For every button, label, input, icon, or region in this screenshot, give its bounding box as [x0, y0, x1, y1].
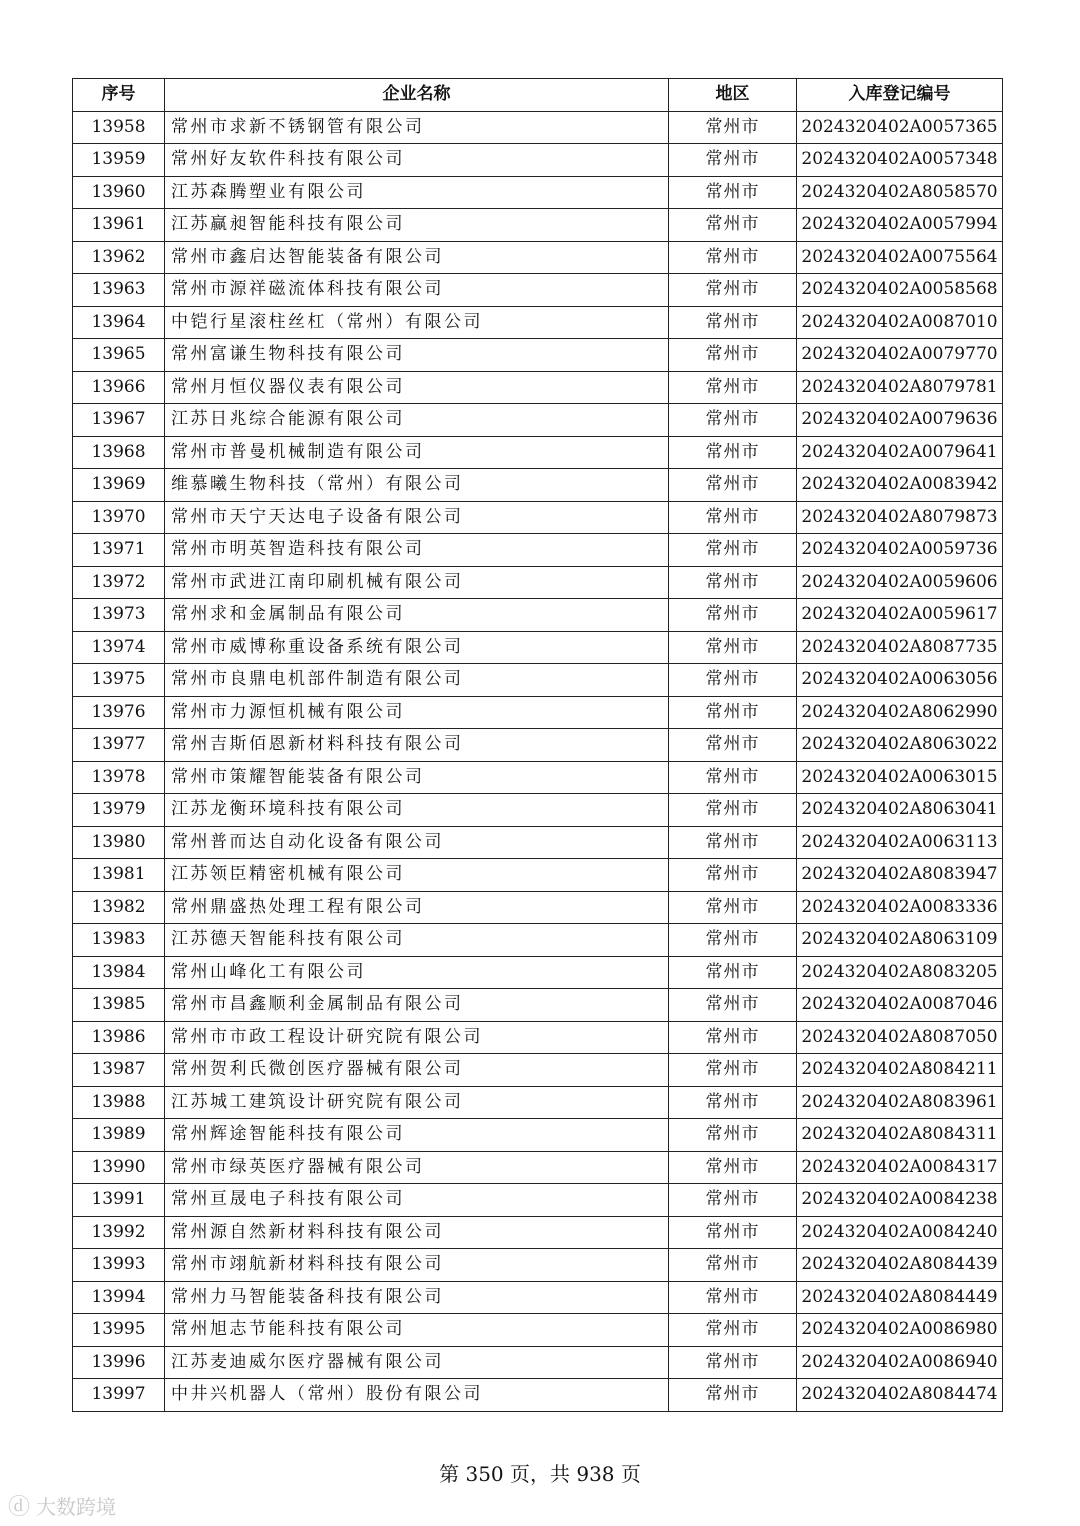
row-registration-number: 2024320402A8079781	[797, 371, 1003, 404]
row-region: 常州市	[669, 176, 797, 209]
row-region: 常州市	[669, 956, 797, 989]
row-seq: 13991	[73, 1184, 165, 1217]
table-row	[73, 1281, 1003, 1314]
table-row	[73, 826, 1003, 859]
table-row	[73, 566, 1003, 599]
row-region: 常州市	[669, 696, 797, 729]
row-region: 常州市	[669, 436, 797, 469]
table-row	[73, 1151, 1003, 1184]
row-company-name: 常州市武进江南印刷机械有限公司	[165, 566, 669, 599]
table-header-row	[73, 79, 1003, 112]
row-company-name: 常州普而达自动化设备有限公司	[165, 826, 669, 859]
row-region: 常州市	[669, 1249, 797, 1282]
row-registration-number: 2024320402A8084439	[797, 1249, 1003, 1282]
row-company-name: 常州辉途智能科技有限公司	[165, 1119, 669, 1152]
row-company-name: 常州求和金属制品有限公司	[165, 599, 669, 632]
row-company-name: 江苏麦迪威尔医疗器械有限公司	[165, 1346, 669, 1379]
row-region: 常州市	[669, 306, 797, 339]
row-region: 常州市	[669, 1281, 797, 1314]
row-region: 常州市	[669, 111, 797, 144]
row-region: 常州市	[669, 1216, 797, 1249]
row-seq: 13989	[73, 1119, 165, 1152]
row-region: 常州市	[669, 664, 797, 697]
table-row	[73, 1216, 1003, 1249]
row-registration-number: 2024320402A0059606	[797, 566, 1003, 599]
row-region: 常州市	[669, 826, 797, 859]
row-region: 常州市	[669, 761, 797, 794]
row-registration-number: 2024320402A0057994	[797, 209, 1003, 242]
watermark	[8, 1490, 116, 1521]
row-registration-number: 2024320402A0063113	[797, 826, 1003, 859]
row-seq: 13959	[73, 144, 165, 177]
row-company-name: 江苏龙衡环境科技有限公司	[165, 794, 669, 827]
row-company-name: 常州力马智能装备科技有限公司	[165, 1281, 669, 1314]
row-region: 常州市	[669, 371, 797, 404]
row-seq: 13961	[73, 209, 165, 242]
row-seq: 13958	[73, 111, 165, 144]
row-seq: 13994	[73, 1281, 165, 1314]
row-registration-number: 2024320402A0063015	[797, 761, 1003, 794]
row-seq: 13960	[73, 176, 165, 209]
table-row	[73, 209, 1003, 242]
table-row	[73, 1119, 1003, 1152]
table-row	[73, 339, 1003, 372]
table-row	[73, 664, 1003, 697]
table-row	[73, 306, 1003, 339]
row-registration-number: 2024320402A0084317	[797, 1151, 1003, 1184]
table-row	[73, 696, 1003, 729]
table-row	[73, 436, 1003, 469]
header-seq: 序号	[73, 79, 165, 112]
row-seq: 13987	[73, 1054, 165, 1087]
row-registration-number: 2024320402A8063109	[797, 924, 1003, 957]
row-registration-number: 2024320402A0057365	[797, 111, 1003, 144]
table-row	[73, 1184, 1003, 1217]
row-registration-number: 2024320402A0075564	[797, 241, 1003, 274]
table-row	[73, 1346, 1003, 1379]
row-company-name: 常州鼎盛热处理工程有限公司	[165, 891, 669, 924]
row-seq: 13988	[73, 1086, 165, 1119]
row-registration-number: 2024320402A8063041	[797, 794, 1003, 827]
row-seq: 13971	[73, 534, 165, 567]
row-registration-number: 2024320402A0063056	[797, 664, 1003, 697]
header-company-name: 企业名称	[165, 79, 669, 112]
row-registration-number: 2024320402A0079641	[797, 436, 1003, 469]
table-row	[73, 404, 1003, 437]
row-company-name: 江苏赢昶智能科技有限公司	[165, 209, 669, 242]
row-registration-number: 2024320402A8083205	[797, 956, 1003, 989]
row-registration-number: 2024320402A8087050	[797, 1021, 1003, 1054]
row-registration-number: 2024320402A8058570	[797, 176, 1003, 209]
row-seq: 13993	[73, 1249, 165, 1282]
watermark-text: 大数跨境	[36, 1495, 117, 1519]
row-region: 常州市	[669, 891, 797, 924]
row-company-name: 常州富谦生物科技有限公司	[165, 339, 669, 372]
row-company-name: 常州市市政工程设计研究院有限公司	[165, 1021, 669, 1054]
row-region: 常州市	[669, 1379, 797, 1412]
row-seq: 13981	[73, 859, 165, 892]
row-region: 常州市	[669, 1086, 797, 1119]
row-registration-number: 2024320402A0079770	[797, 339, 1003, 372]
row-company-name: 常州亘晟电子科技有限公司	[165, 1184, 669, 1217]
row-region: 常州市	[669, 339, 797, 372]
row-company-name: 常州市明英智造科技有限公司	[165, 534, 669, 567]
row-seq: 13978	[73, 761, 165, 794]
row-registration-number: 2024320402A0079636	[797, 404, 1003, 437]
row-seq: 13985	[73, 989, 165, 1022]
row-company-name: 常州月恒仪器仪表有限公司	[165, 371, 669, 404]
table-row	[73, 1314, 1003, 1347]
table-row	[73, 989, 1003, 1022]
row-region: 常州市	[669, 1054, 797, 1087]
table-row	[73, 176, 1003, 209]
row-registration-number: 2024320402A0059736	[797, 534, 1003, 567]
row-region: 常州市	[669, 469, 797, 502]
row-region: 常州市	[669, 144, 797, 177]
row-seq: 13983	[73, 924, 165, 957]
row-region: 常州市	[669, 1346, 797, 1379]
row-region: 常州市	[669, 534, 797, 567]
row-registration-number: 2024320402A0084238	[797, 1184, 1003, 1217]
row-region: 常州市	[669, 566, 797, 599]
row-region: 常州市	[669, 501, 797, 534]
table-row	[73, 1379, 1003, 1412]
row-company-name: 江苏领臣精密机械有限公司	[165, 859, 669, 892]
table-row	[73, 1054, 1003, 1087]
row-company-name: 常州市威博称重设备系统有限公司	[165, 631, 669, 664]
row-company-name: 常州市普曼机械制造有限公司	[165, 436, 669, 469]
row-registration-number: 2024320402A8063022	[797, 729, 1003, 762]
row-registration-number: 2024320402A8062990	[797, 696, 1003, 729]
row-seq: 13976	[73, 696, 165, 729]
row-seq: 13986	[73, 1021, 165, 1054]
table-row	[73, 794, 1003, 827]
company-table	[72, 78, 1003, 1412]
row-registration-number: 2024320402A0086940	[797, 1346, 1003, 1379]
row-region: 常州市	[669, 631, 797, 664]
row-region: 常州市	[669, 274, 797, 307]
row-seq: 13965	[73, 339, 165, 372]
row-registration-number: 2024320402A0083942	[797, 469, 1003, 502]
table-row	[73, 501, 1003, 534]
table-row	[73, 891, 1003, 924]
table-row	[73, 144, 1003, 177]
row-region: 常州市	[669, 1151, 797, 1184]
row-seq: 13972	[73, 566, 165, 599]
row-registration-number: 2024320402A8084449	[797, 1281, 1003, 1314]
row-region: 常州市	[669, 859, 797, 892]
table-body	[73, 111, 1003, 1411]
row-seq: 13962	[73, 241, 165, 274]
row-seq: 13990	[73, 1151, 165, 1184]
row-registration-number: 2024320402A0057348	[797, 144, 1003, 177]
row-seq: 13967	[73, 404, 165, 437]
header-registration-number: 入库登记编号	[797, 79, 1003, 112]
row-seq: 13970	[73, 501, 165, 534]
table-row	[73, 631, 1003, 664]
row-company-name: 常州好友软件科技有限公司	[165, 144, 669, 177]
row-seq: 13968	[73, 436, 165, 469]
table-row	[73, 1021, 1003, 1054]
row-seq: 13964	[73, 306, 165, 339]
row-company-name: 常州源自然新材料科技有限公司	[165, 1216, 669, 1249]
row-seq: 13975	[73, 664, 165, 697]
row-registration-number: 2024320402A0058568	[797, 274, 1003, 307]
row-company-name: 常州市绿英医疗器械有限公司	[165, 1151, 669, 1184]
row-company-name: 江苏德天智能科技有限公司	[165, 924, 669, 957]
table-row	[73, 1249, 1003, 1282]
row-company-name: 中井兴机器人（常州）股份有限公司	[165, 1379, 669, 1412]
table-row	[73, 111, 1003, 144]
row-company-name: 常州市鑫启达智能装备有限公司	[165, 241, 669, 274]
row-region: 常州市	[669, 924, 797, 957]
row-seq: 13979	[73, 794, 165, 827]
row-region: 常州市	[669, 794, 797, 827]
table-row	[73, 1086, 1003, 1119]
table-row	[73, 599, 1003, 632]
row-registration-number: 2024320402A0087046	[797, 989, 1003, 1022]
row-company-name: 维慕曦生物科技（常州）有限公司	[165, 469, 669, 502]
row-company-name: 常州吉斯佰恩新材料科技有限公司	[165, 729, 669, 762]
row-registration-number: 2024320402A8084311	[797, 1119, 1003, 1152]
row-region: 常州市	[669, 989, 797, 1022]
row-seq: 13980	[73, 826, 165, 859]
row-registration-number: 2024320402A0059617	[797, 599, 1003, 632]
logo-icon: ⓓ	[8, 1495, 31, 1520]
table-row	[73, 956, 1003, 989]
row-registration-number: 2024320402A8084211	[797, 1054, 1003, 1087]
row-company-name: 常州市昌鑫顺利金属制品有限公司	[165, 989, 669, 1022]
row-region: 常州市	[669, 1184, 797, 1217]
row-region: 常州市	[669, 404, 797, 437]
page-number: 第 350 页，共 938 页	[439, 1462, 641, 1486]
row-region: 常州市	[669, 1119, 797, 1152]
row-company-name: 常州山峰化工有限公司	[165, 956, 669, 989]
row-company-name: 中铠行星滚柱丝杠（常州）有限公司	[165, 306, 669, 339]
row-registration-number: 2024320402A0087010	[797, 306, 1003, 339]
header-region: 地区	[669, 79, 797, 112]
row-company-name: 常州市策耀智能装备有限公司	[165, 761, 669, 794]
row-company-name: 常州旭志节能科技有限公司	[165, 1314, 669, 1347]
row-company-name: 常州市天宁天达电子设备有限公司	[165, 501, 669, 534]
row-seq: 13963	[73, 274, 165, 307]
row-registration-number: 2024320402A8087735	[797, 631, 1003, 664]
row-company-name: 江苏森腾塑业有限公司	[165, 176, 669, 209]
row-company-name: 常州市求新不锈钢管有限公司	[165, 111, 669, 144]
row-region: 常州市	[669, 209, 797, 242]
row-seq: 13969	[73, 469, 165, 502]
row-seq: 13973	[73, 599, 165, 632]
row-company-name: 江苏城工建筑设计研究院有限公司	[165, 1086, 669, 1119]
row-seq: 13982	[73, 891, 165, 924]
row-company-name: 常州市翊航新材料科技有限公司	[165, 1249, 669, 1282]
row-seq: 13966	[73, 371, 165, 404]
row-region: 常州市	[669, 241, 797, 274]
row-seq: 13992	[73, 1216, 165, 1249]
row-seq: 13984	[73, 956, 165, 989]
table-row	[73, 371, 1003, 404]
table-row	[73, 729, 1003, 762]
table-row	[73, 469, 1003, 502]
row-registration-number: 2024320402A8083961	[797, 1086, 1003, 1119]
row-seq: 13974	[73, 631, 165, 664]
row-registration-number: 2024320402A8083947	[797, 859, 1003, 892]
row-registration-number: 2024320402A8084474	[797, 1379, 1003, 1412]
row-region: 常州市	[669, 729, 797, 762]
row-company-name: 江苏日兆综合能源有限公司	[165, 404, 669, 437]
row-registration-number: 2024320402A0083336	[797, 891, 1003, 924]
row-registration-number: 2024320402A0084240	[797, 1216, 1003, 1249]
row-company-name: 常州市力源恒机械有限公司	[165, 696, 669, 729]
row-seq: 13997	[73, 1379, 165, 1412]
row-company-name: 常州贺利氏微创医疗器械有限公司	[165, 1054, 669, 1087]
row-registration-number: 2024320402A0086980	[797, 1314, 1003, 1347]
row-region: 常州市	[669, 1314, 797, 1347]
row-company-name: 常州市源祥磁流体科技有限公司	[165, 274, 669, 307]
row-region: 常州市	[669, 599, 797, 632]
row-company-name: 常州市良鼎电机部件制造有限公司	[165, 664, 669, 697]
row-seq: 13995	[73, 1314, 165, 1347]
table-row	[73, 274, 1003, 307]
table-row	[73, 241, 1003, 274]
row-registration-number: 2024320402A8079873	[797, 501, 1003, 534]
table-row	[73, 924, 1003, 957]
row-seq: 13977	[73, 729, 165, 762]
row-seq: 13996	[73, 1346, 165, 1379]
table-row	[73, 534, 1003, 567]
row-region: 常州市	[669, 1021, 797, 1054]
table-row	[73, 761, 1003, 794]
table-row	[73, 859, 1003, 892]
